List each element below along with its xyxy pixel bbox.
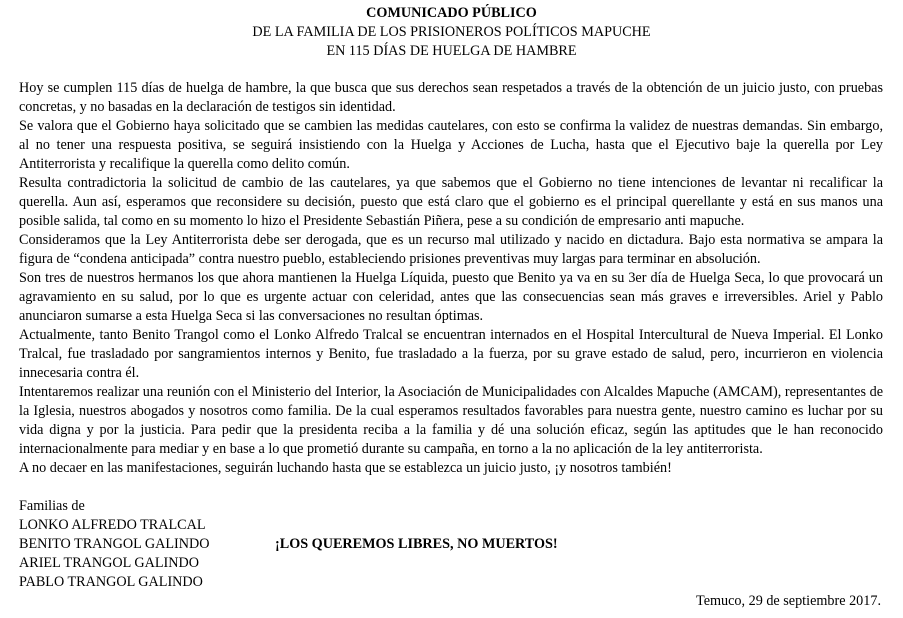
paragraph-7: Intentaremos realizar una reunión con el Ministerio del Interior, la Asociación de Municipalidades con Alcaldes Mapuche (AMCAM), representantes de la Iglesia, nuestros abogados y nosotros como familia. De la cual esperamos resultados favorables para nuestra gente, nuestro camino es luchar por su vida digna y por la justicia. Para pedir que la presidenta reciba a la familia y dé una solución eficaz, según las aptitudes que le han reconocido internacionalmente para mediar y en base a lo que prometió durante su campaña, en torno a la no aplicación de la ley antiterrorista. xyxy=(19,384,883,457)
paragraph-6: Actualmente, tanto Benito Trangol como el Lonko Alfredo Tralcal se encuentran internados en el Hospital Intercultural de Nueva Imperial. El Lonko Tralcal, fue trasladado por sangramientos internos y Benito, fue trasladado a la fuerza, por su grave estado de salud, pero, incurrieron en violencia innecesaria contra él. xyxy=(19,327,883,381)
slogan: ¡LOS QUEREMOS LIBRES, NO MUERTOS! xyxy=(275,536,558,552)
header-subtitle-days: EN 115 DÍAS DE HUELGA DE HAMBRE xyxy=(326,43,577,59)
signature-block xyxy=(19,497,209,592)
paragraph-2: Se valora que el Gobierno haya solicitado que se cambien las medidas cautelares, con esto se confirma la validez de nuestras demandas. Sin embargo, al no tener una respuesta positiva, se seguirá insistiendo con la Huelga y Acciones de Lucha, hasta que el Ejecutivo baje la querella por Ley Antiterrorista y recalifique la querella como delito común. xyxy=(19,118,883,172)
header-subtitle-family: DE LA FAMILIA DE LOS PRISIONEROS POLÍTICOS MAPUCHE xyxy=(252,24,651,40)
document-title: COMUNICADO PÚBLICO xyxy=(366,5,537,21)
signature-name: BENITO TRANGOL GALINDO xyxy=(19,536,210,552)
signature-name: ARIEL TRANGOL GALINDO xyxy=(19,555,199,571)
document-date: Temuco, 29 de septiembre 2017. xyxy=(696,593,881,609)
document-body xyxy=(19,79,883,478)
paragraph-4: Consideramos que la Ley Antiterrorista debe ser derogada, que es un recurso mal utilizado y nacido en dictadura. Bajo esta normativa se ampara la figura de “condena anticipada” contra nuestro pueblo, estableciendo prisiones preventivas muy largas para terminar en absolución. xyxy=(19,232,883,267)
paragraph-5: Son tres de nuestros hermanos los que ahora mantienen la Huelga Líquida, puesto que Benito ya va en su 3er día de Huelga Seca, lo que provocará un agravamiento en su salud, por lo que es urgente actuar con celeridad, antes que las consecuencias sean más graves e irreversibles. Ariel y Pablo anunciaron sumarse a esta Huelga Seca si las conversaciones no resultan óptimas. xyxy=(19,270,883,324)
signature-name: LONKO ALFREDO TRALCAL xyxy=(19,517,206,533)
document-header xyxy=(0,4,903,61)
signature-intro: Familias de xyxy=(19,498,85,514)
paragraph-3: Resulta contradictoria la solicitud de cambio de las cautelares, ya que sabemos que el Gobierno no tiene intenciones de levantar ni recalificar la querella. Aun así, esperamos que reconsidere su decisión, puesto que está claro que el gobierno es el principal querellante y está en sus manos una posible salida, tal como en su momento lo hizo el Presidente Sebastián Piñera, pese a su condición de empresario anti mapuche. xyxy=(19,175,883,229)
signature-name: PABLO TRANGOL GALINDO xyxy=(19,574,203,590)
paragraph-8: A no decaer en las manifestaciones, seguirán luchando hasta que se establezca un juicio justo, ¡y nosotros también! xyxy=(19,460,672,476)
paragraph-1: Hoy se cumplen 115 días de huelga de hambre, la que busca que sus derechos sean respetados a través de la obtención de un juicio justo, con pruebas concretas, y no basadas en la declaración de testigos sin identidad. xyxy=(19,80,883,115)
